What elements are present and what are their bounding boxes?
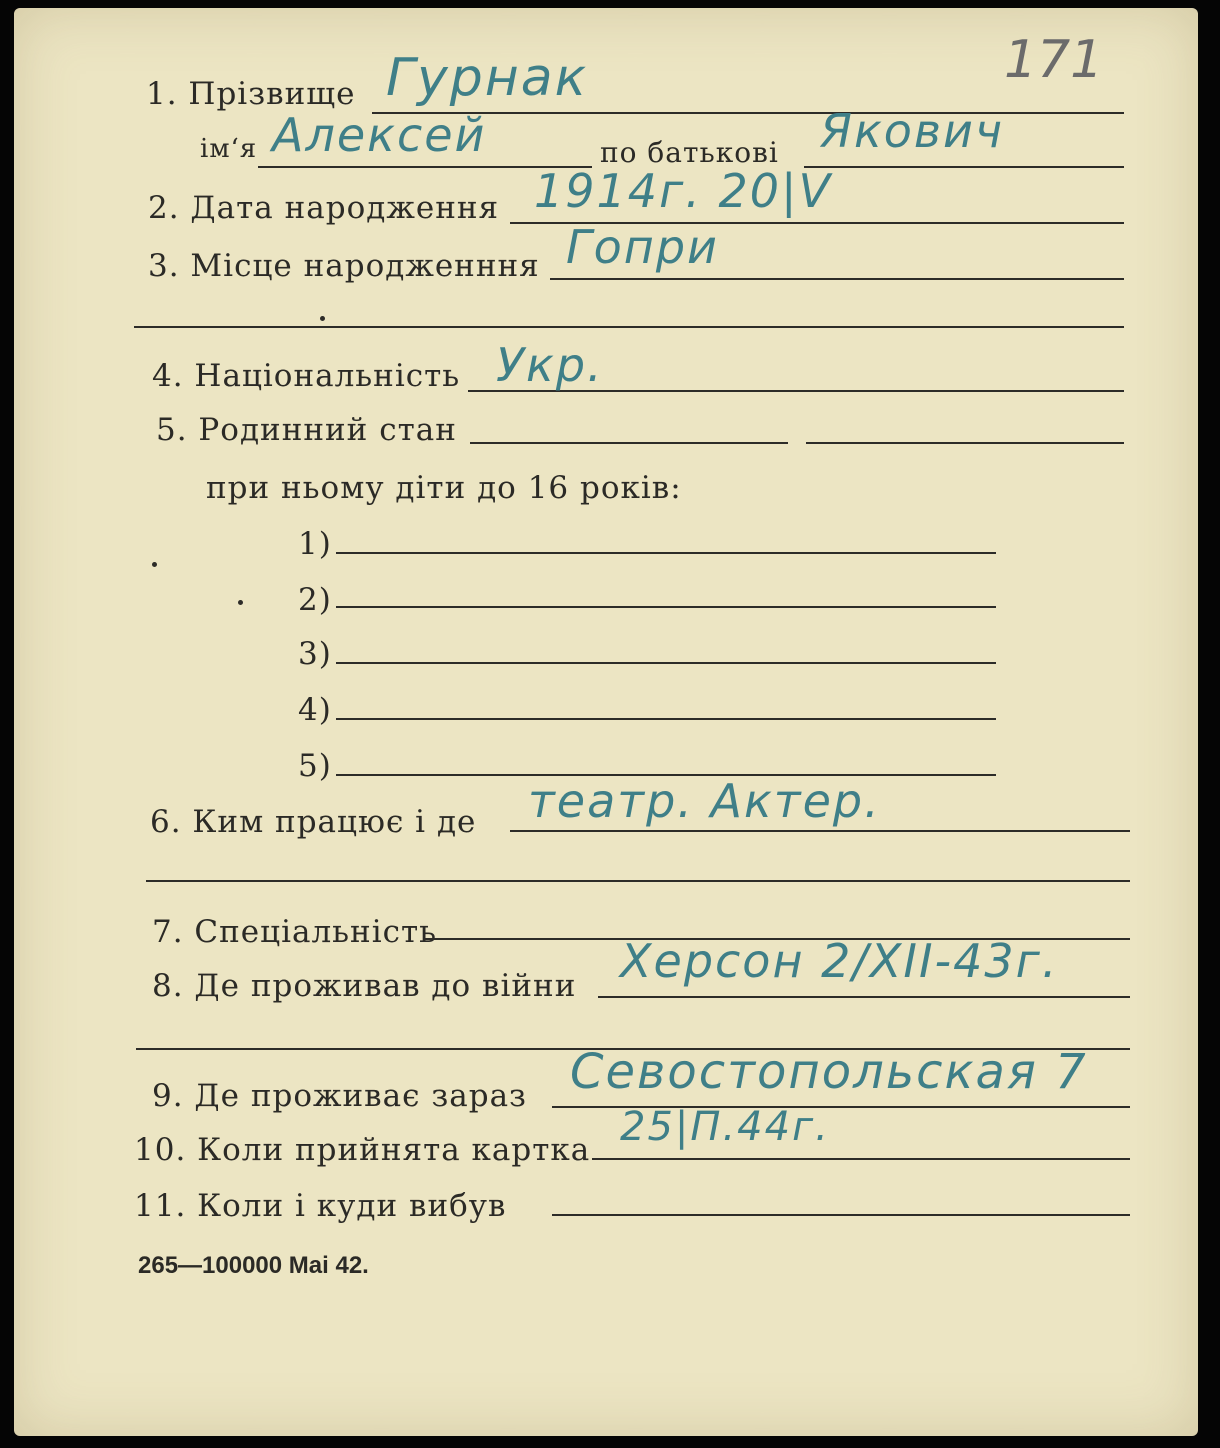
birthplace-label: 3. Місце народженння: [148, 248, 540, 284]
surname-value: Гурнак: [386, 48, 589, 108]
patronymic-line: [804, 166, 1124, 168]
prewar-residence-value: Херсон 2/XII-43г.: [620, 934, 1059, 988]
child-3-line: [336, 662, 996, 664]
specialty-label: 7. Спеціальність: [152, 914, 438, 950]
registration-card: [14, 8, 1198, 1436]
card-accepted-value: 25|П.44г.: [620, 1104, 830, 1150]
archive-number: 171: [1004, 30, 1104, 90]
departure-label: 11. Коли і куди вибув: [134, 1188, 507, 1224]
nationality-label: 4. Націoнальність: [152, 358, 461, 394]
occupation-line: [510, 830, 1130, 832]
birthplace-line-2: [134, 326, 1124, 328]
marital-status-line-a: [470, 442, 788, 444]
surname-label: 1. Прізвище: [146, 76, 356, 112]
birthdate-label: 2. Дата народження: [148, 190, 500, 226]
departure-line: [552, 1214, 1130, 1216]
child-4-line: [336, 718, 996, 720]
patronymic-label: по батькові: [600, 136, 779, 169]
name-value: Алексей: [272, 108, 487, 162]
current-residence-label: 9. Де проживає зараз: [152, 1078, 527, 1114]
patronymic-value: Якович: [820, 104, 1005, 158]
marital-status-label: 5. Родинний стан: [156, 412, 457, 448]
paper-mark: [238, 600, 243, 605]
name-label: ім‘я: [200, 134, 258, 164]
child-2-label: 2): [298, 582, 332, 618]
current-residence-value: Севостопольская 7: [570, 1044, 1088, 1100]
prewar-residence-line: [598, 996, 1130, 998]
child-3-label: 3): [298, 636, 332, 672]
occupation-value: театр. Актер.: [528, 774, 881, 828]
print-code: 265—100000 Mai 42.: [138, 1252, 369, 1279]
card-accepted-line: [592, 1158, 1130, 1160]
paper-mark: [152, 562, 157, 567]
birthdate-value: 1914г. 20|V: [534, 164, 832, 218]
prewar-residence-label: 8. Де проживав до війни: [152, 968, 577, 1004]
nationality-value: Укр.: [496, 338, 604, 392]
child-4-label: 4): [298, 692, 332, 728]
child-1-label: 1): [298, 526, 332, 562]
occupation-line-2: [146, 880, 1130, 882]
marital-status-line-b: [806, 442, 1124, 444]
children-label: при ньому діти до 16 років:: [206, 470, 682, 506]
child-2-line: [336, 606, 996, 608]
child-5-label: 5): [298, 748, 332, 784]
occupation-label: 6. Ким працює і де: [150, 804, 477, 840]
paper-mark: [320, 316, 325, 321]
card-accepted-label: 10. Коли прийнята картка: [134, 1132, 591, 1168]
birthplace-line: [550, 278, 1124, 280]
birthplace-value: Гопри: [566, 220, 719, 274]
child-1-line: [336, 552, 996, 554]
